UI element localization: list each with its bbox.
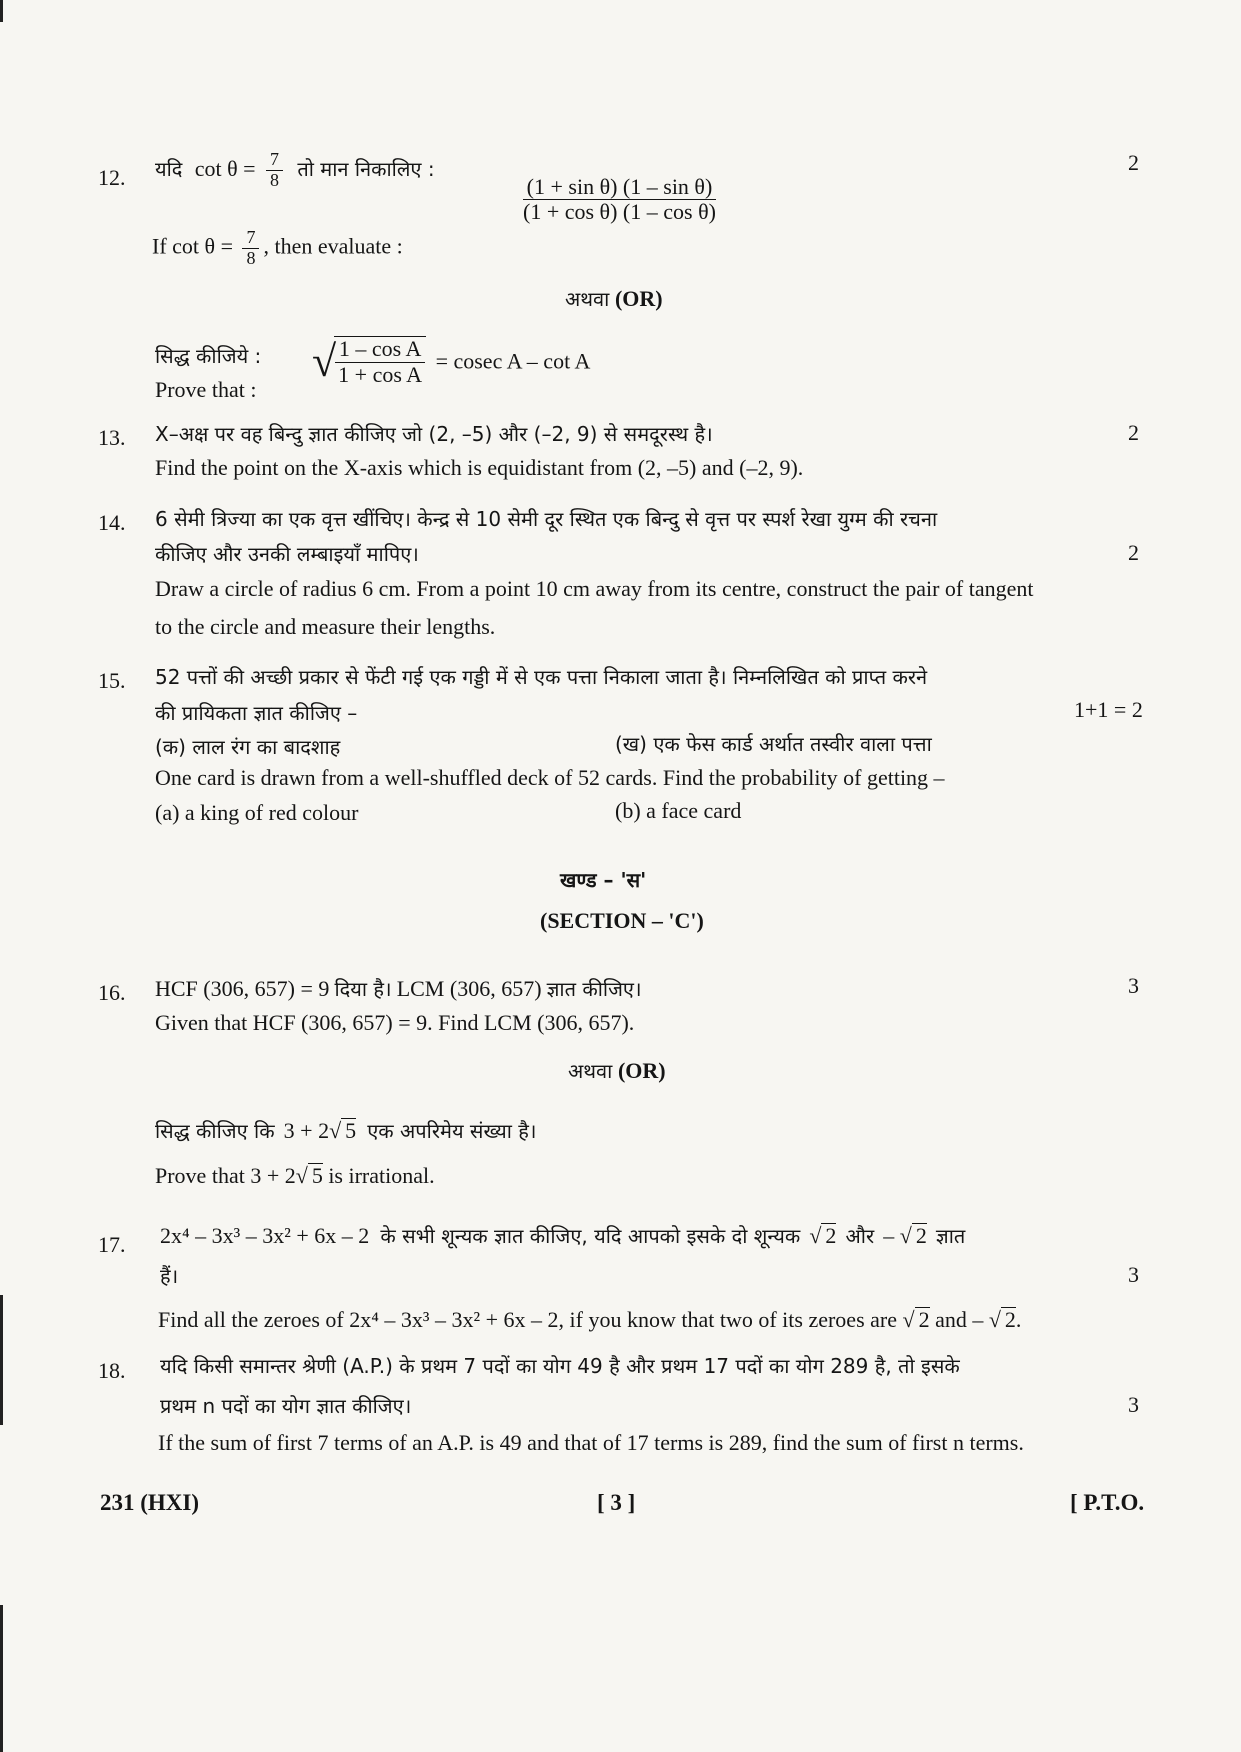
- q13-marks: 2: [1128, 420, 1139, 445]
- q18-marks: 3: [1128, 1392, 1139, 1417]
- scan-edge-mark: [0, 1295, 3, 1425]
- q18-hindi-1: यदि किसी समान्तर श्रेणी (A.P.) के प्रथम 7 पदों का योग 49 है और प्रथम 17 पदों का योग 289 है, तो इसके: [160, 1354, 960, 1378]
- q12-or-heading: अथवा (OR): [565, 286, 663, 311]
- q15-option-b-english: (b) a face card: [615, 798, 742, 823]
- q16-or-heading: अथवा (OR): [568, 1058, 666, 1083]
- scan-edge-mark: [0, 1605, 3, 1752]
- q12-hindi-line: यदि cot θ = $\frac{7}{8}$ तो मान निकालिए :: [155, 149, 435, 190]
- q15-option-a-english: (a) a king of red colour: [155, 800, 359, 825]
- q17-number: 17.: [98, 1232, 126, 1257]
- q17-marks: 3: [1128, 1262, 1139, 1287]
- q17-english: Find all the zeroes of 2x⁴ – 3x³ – 3x² + 6x – 2, if you know that two of its zeroes are √ 2 and – √ 2.: [158, 1307, 1022, 1332]
- q18-number: 18.: [98, 1358, 126, 1383]
- q17-hindi-1: 2x⁴ – 3x³ – 3x² + 6x – 2 के सभी शून्यक ज्ञात कीजिए, यदि आपको इसके दो शून्यक √ 2 और – √ 2 ज्ञात: [160, 1223, 966, 1248]
- footer-paper-code: 231 (HXI): [100, 1490, 200, 1515]
- q14-number: 14.: [98, 510, 126, 535]
- footer-pto: [ P.T.O.: [1070, 1490, 1145, 1515]
- q16-number: 16.: [98, 980, 126, 1005]
- q13-english: Find the point on the X-axis which is equidistant from (2, –5) and (–2, 9).: [155, 455, 804, 480]
- q12-alt-identity: √ $\frac{\text{1 – cos A}}{\text{1 + cos A}}$ = cosec A – cot A: [312, 336, 591, 387]
- q15-hindi-2: की प्रायिकता ज्ञात कीजिए –: [155, 701, 358, 725]
- q12-expression: $\frac{\text{(1 + sin θ) (1 – sin θ)}}{\text{(1 + cos θ) (1 – cos θ)}}$: [523, 174, 716, 225]
- q15-marks: 1+1 = 2: [1074, 697, 1143, 722]
- q16-alt-hindi: सिद्ध कीजिए कि 3 + 2√ 5 एक अपरिमेय संख्या है।: [155, 1118, 537, 1143]
- q14-hindi-2: कीजिए और उनकी लम्बाइयाँ मापिए।: [155, 542, 419, 566]
- q14-english-2: to the circle and measure their lengths.: [155, 614, 496, 639]
- q13-hindi: X–अक्ष पर वह बिन्दु ज्ञात कीजिए जो (2, –5) और (–2, 9) से समदूरस्थ है।: [155, 422, 713, 446]
- q12-marks: 2: [1128, 150, 1139, 175]
- q18-hindi-2: प्रथम n पदों का योग ज्ञात कीजिए।: [160, 1394, 412, 1418]
- q14-hindi-1: 6 सेमी त्रिज्या का एक वृत्त खींचिए। केन्द्र से 10 सेमी दूर स्थित एक बिन्दु से वृत्त पर स्पर्श रेखा युग्म की रचना: [155, 507, 938, 531]
- q16-marks: 3: [1128, 973, 1139, 998]
- q16-english: Given that HCF (306, 657) = 9. Find LCM (306, 657).: [155, 1010, 635, 1035]
- scan-edge-mark: [0, 0, 3, 22]
- section-heading-english: (SECTION – 'C'): [540, 908, 704, 933]
- q12-english-line: If cot θ = $\frac{7}{8}$ , then evaluate :: [152, 227, 403, 268]
- footer-page-number: [ 3 ]: [597, 1490, 636, 1515]
- q16-alt-english: Prove that 3 + 2√ 5 is irrational.: [155, 1163, 435, 1188]
- q12-alt-hindi: सिद्ध कीजिये :: [155, 344, 262, 368]
- section-heading-hindi: खण्ड – 'स': [560, 868, 647, 892]
- q14-english-1: Draw a circle of radius 6 cm. From a point 10 cm away from its centre, construct the pair of tangent: [155, 576, 1034, 601]
- q15-hindi-1: 52 पत्तों की अच्छी प्रकार से फेंटी गई एक गड्डी में से एक पत्ता निकाला जाता है। निम्नलिखित को प्राप्त करने: [155, 665, 928, 689]
- q12-number: 12.: [98, 165, 126, 190]
- q15-option-a-hindi: (क) लाल रंग का बादशाह: [155, 735, 341, 759]
- q18-english: If the sum of first 7 terms of an A.P. is 49 and that of 17 terms is 289, find the sum of first n terms.: [158, 1430, 1024, 1455]
- q17-hindi-2: हैं।: [160, 1264, 179, 1288]
- q15-number: 15.: [98, 668, 126, 693]
- q13-number: 13.: [98, 425, 126, 450]
- q16-hindi: HCF (306, 657) = 9 दिया है। LCM (306, 657) ज्ञात कीजिए।: [155, 976, 642, 1001]
- q12-alt-english: Prove that :: [155, 377, 257, 402]
- q14-marks: 2: [1128, 540, 1139, 565]
- q15-option-b-hindi: (ख) एक फेस कार्ड अर्थात तस्वीर वाला पत्ता: [615, 732, 932, 756]
- q15-english: One card is drawn from a well-shuffled deck of 52 cards. Find the probability of getting –: [155, 765, 945, 790]
